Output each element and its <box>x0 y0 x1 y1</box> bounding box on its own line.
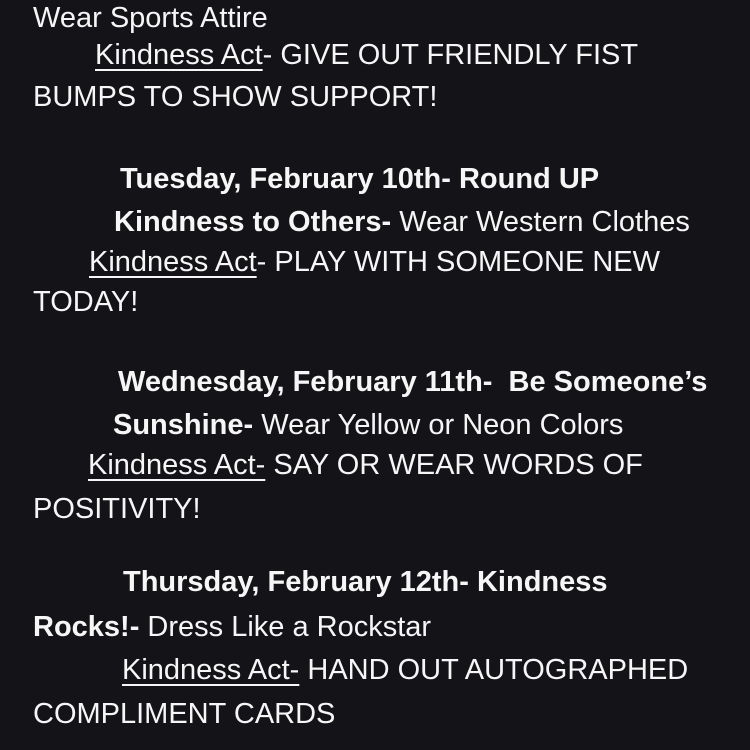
text-line <box>89 246 660 279</box>
text-line <box>33 611 431 644</box>
underlined-text-segment: Kindness Act <box>89 246 257 278</box>
text-segment: BUMPS TO SHOW SUPPORT! <box>33 81 438 113</box>
text-segment: TODAY! <box>33 286 139 318</box>
text-segment: Rocks!- <box>33 611 140 643</box>
text-line <box>33 493 201 526</box>
text-segment: Wednesday, February 11th- Be Someone’s <box>118 366 708 398</box>
text-segment: POSITIVITY! <box>33 493 201 525</box>
text-line <box>88 449 643 482</box>
text-segment: - GIVE OUT FRIENDLY FIST <box>262 39 639 71</box>
text-line <box>33 81 437 114</box>
text-segment: SAY OR WEAR WORDS OF <box>265 449 643 481</box>
text-line <box>33 2 268 35</box>
text-line <box>123 566 608 599</box>
text-line <box>95 39 638 72</box>
text-line <box>33 286 138 319</box>
text-segment: Sunshine- <box>113 409 254 441</box>
text-segment: Dress Like a Rockstar <box>139 611 432 643</box>
text-segment: HAND OUT AUTOGRAPHED <box>299 654 689 686</box>
underlined-text-segment: Kindness Act <box>95 39 263 71</box>
text-segment: Wear Yellow or Neon Colors <box>253 409 624 441</box>
text-line <box>113 409 623 442</box>
underlined-text-segment: Kindness Act- <box>122 654 300 686</box>
text-line <box>33 698 335 731</box>
text-segment: COMPLIMENT CARDS <box>33 698 336 730</box>
text-segment: Tuesday, February 10th- Round UP <box>120 163 600 195</box>
text-line <box>120 163 599 196</box>
text-segment: Wear Sports Attire <box>33 2 268 34</box>
text-segment: Thursday, February 12th- Kindness <box>123 566 608 598</box>
text-line <box>118 366 707 399</box>
text-segment: Kindness to Others- <box>114 206 392 238</box>
underlined-text-segment: Kindness Act- <box>88 449 266 481</box>
text-segment: - PLAY WITH SOMEONE NEW <box>256 246 661 278</box>
text-line <box>122 654 688 687</box>
text-segment: Wear Western Clothes <box>391 206 690 238</box>
text-line <box>114 206 690 239</box>
